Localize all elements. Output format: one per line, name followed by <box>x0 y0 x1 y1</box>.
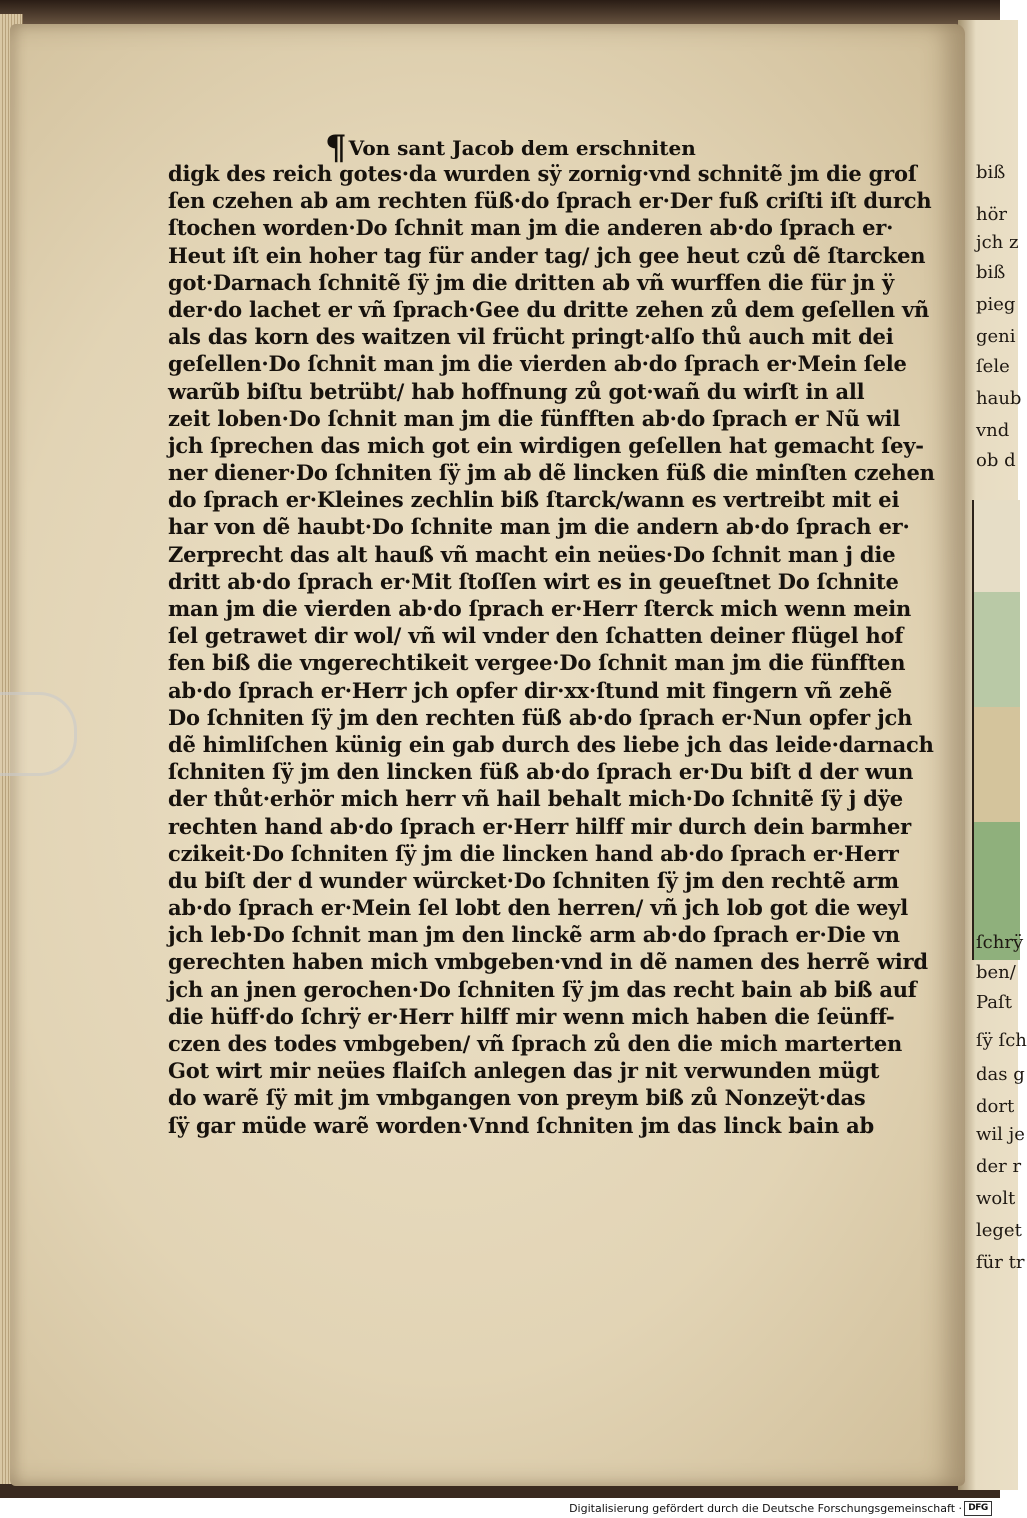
facing-page-fragment: pieg <box>976 294 1016 315</box>
text-line: geſellen·Do ſchnit man jm die vierden ab·do ſprach er·Mein ſele <box>168 351 907 377</box>
facing-page-fragment: haub <box>976 388 1022 409</box>
text-line: fen biß die vngerechtikeit vergee·Do ſchnit man jm die fünfften <box>168 650 906 676</box>
facing-page-fragment: ſele <box>976 356 1010 377</box>
text-line: die hüff·do ſchrÿ er·Herr hilff mir wenn mich haben die ſeünff- <box>168 1003 895 1029</box>
text-line: du biſt der d wunder würcket·Do ſchniten ſÿ jm den rechtẽ arm <box>168 867 899 893</box>
facing-page-fragment: Paſt <box>976 992 1012 1013</box>
text-line: ſen czehen ab am rechten füß·do ſprach er·Der fuß criſti iſt durch <box>168 188 932 214</box>
facing-page-fragment: biß <box>976 262 1006 283</box>
text-line: do warẽ ſÿ mit jm vmbgangen von preym biß zů Nonzeÿt·das <box>168 1085 866 1111</box>
facing-page-fragment: hör <box>976 204 1008 225</box>
facing-page-edge <box>958 20 1027 1490</box>
text-line: ſel getrawet dir wol/ vñ wil vnder den ſchatten deiner flügel hof <box>168 623 904 649</box>
text-line: ner diener·Do ſchniten ſÿ jm ab dẽ lincken füß die minſten czehen <box>168 460 935 486</box>
facing-page-fragment: wolt <box>976 1188 1016 1209</box>
book-top-edge <box>0 0 1000 26</box>
text-line: rechten hand ab·do ſprach er·Herr hilff mir durch dein barmher <box>168 813 912 839</box>
text-line: czikeit·Do ſchniten ſÿ jm die lincken hand ab·do ſprach er·Herr <box>168 840 899 866</box>
text-line: dẽ himliſchen künig ein gab durch des liebe jch das leide·darnach <box>168 731 934 757</box>
footer-bar <box>0 1498 1000 1518</box>
text-line: jch ſprechen das mich got ein wirdigen geſellen hat gemacht ſey- <box>168 432 924 458</box>
dfg-logo: DFG <box>964 1501 992 1516</box>
text-line: als das korn des waitzen vil frücht pringt·alſo thů auch mit dei <box>168 324 894 350</box>
facing-page-fragment: biß <box>976 162 1006 183</box>
text-line: man jm die vierden ab·do ſprach er·Herr ſterck mich wenn mein <box>168 596 912 621</box>
text-line: har von dẽ haubt·Do ſchnite man jm die andern ab·do ſprach er· <box>168 514 910 540</box>
pilcrow-mark: ¶ <box>325 128 347 168</box>
text-line: do ſprach er·Kleines zechlin biß ſtarck/wann es vertreibt mit ei <box>168 487 900 513</box>
text-line: dritt ab·do ſprach er·Mit ſtoſſen wirt es in geueſtnet Do ſchnite <box>168 568 899 594</box>
text-line: der thůt·erhör mich herr vñ hail behalt mich·Do ſchnitẽ ſÿ j dÿe <box>168 786 903 812</box>
text-line: gerechten haben mich vmbgeben·vnd in dẽ namen des herrẽ wird <box>168 949 928 975</box>
facing-page-fragment: ob d <box>976 450 1016 471</box>
text-line: ab·do ſprach er·Mein ſel lobt den herren/ vñ jch lob got die weyl <box>168 895 908 921</box>
header-title: Von sant Jacob dem erschniten <box>348 136 696 160</box>
text-line: czen des todes vmbgeben/ vñ ſprach zů den die mich marterten <box>168 1031 903 1056</box>
text-line: digk des reich gotes·da wurden sÿ zornig·vnd schnitẽ jm die groſ <box>168 161 917 186</box>
facing-page-fragment: ben/ <box>976 962 1016 983</box>
facing-page-fragment: geni <box>976 326 1016 347</box>
text-line: der·do lachet er vñ ſprach·Gee du dritte zehen zů dem geſellen vñ <box>168 296 930 322</box>
page-clip <box>0 692 77 776</box>
text-line: zeit loben·Do ſchnit man jm die fünfften ab·do ſprach er Nũ wil <box>168 405 901 431</box>
text-line: ſtochen worden·Do ſchnit man jm die anderen ab·do ſprach er· <box>168 215 894 241</box>
text-line: Zerprecht das alt hauß vñ macht ein neües·Do ſchnit man j die <box>168 541 896 567</box>
facing-page-fragment: wil je <box>976 1124 1025 1145</box>
facing-page-fragment: ſchrÿ <box>976 932 1024 953</box>
facing-page-fragment: dort <box>976 1096 1015 1117</box>
funding-credit: Digitalisierung gefördert durch die Deutsche Forschungsgemeinschaft · <box>569 1502 962 1515</box>
facing-page-fragment: jch z <box>976 232 1019 253</box>
body-text <box>168 160 935 1139</box>
text-line: ſchniten ſÿ jm den lincken füß ab·do ſprach er·Du biſt d der wun <box>168 759 914 785</box>
facing-page-fragment: ſÿ ſch <box>976 1030 1027 1051</box>
text-line: got·Darnach ſchnitẽ ſÿ jm die dritten ab vñ wurffen die für jn ÿ <box>168 269 894 295</box>
facing-page-fragment: leget <box>976 1220 1022 1241</box>
text-line: Got wirt mir neües flaiſch anlegen das jr nit verwunden mügt <box>168 1058 880 1084</box>
text-line: Do ſchniten ſÿ jm den rechten füß ab·do ſprach er·Nun opfer jch <box>168 704 913 730</box>
text-line: warũb biſtu betrübt/ hab hoffnung zů got·wañ du wirſt in all <box>168 378 865 404</box>
woodcut-illustration-fragment <box>972 500 1020 960</box>
facing-page-fragment: vnd <box>976 420 1010 441</box>
text-line: jch an jnen gerochen·Do ſchniten ſÿ jm das recht bain ab biß auf <box>168 976 917 1002</box>
text-line: jch leb·Do ſchnit man jm den linckẽ arm ab·do ſprach er·Die vn <box>168 922 900 948</box>
facing-page-fragment: der r <box>976 1156 1022 1177</box>
text-line: ſÿ gar müde warẽ worden·Vnnd ſchniten jm das linck bain ab <box>168 1112 875 1138</box>
facing-page-fragment: das g <box>976 1064 1025 1085</box>
text-line: ab·do ſprach er·Herr jch opfer dir·xx·ſtund mit fingern vñ zehẽ <box>168 677 893 703</box>
facing-page-fragment: für tr <box>976 1252 1025 1273</box>
text-line: Heut iſt ein hoher tag für ander tag/ jch gee heut czů dẽ ſtarcken <box>168 242 926 268</box>
